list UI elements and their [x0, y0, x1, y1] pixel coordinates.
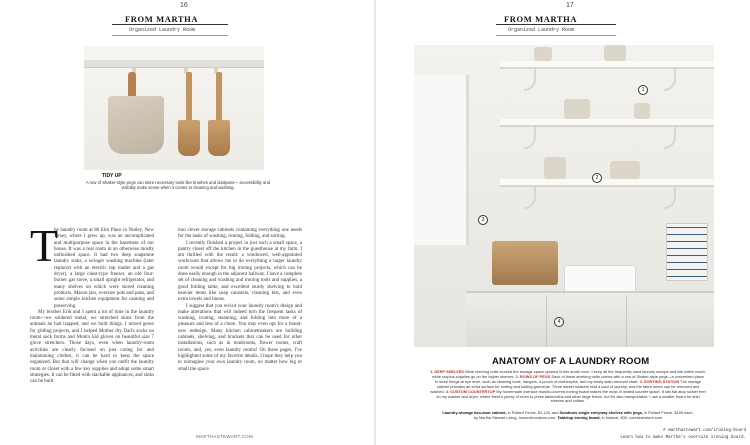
- header-rule-bottom: [112, 35, 228, 36]
- storage-jar: [610, 161, 640, 179]
- body-paragraph: I recently finished a project in just such a small space, a pantry closet off the kitchen in the guesthouse at my farm. I am thrilled with the result: a windowed, well-appointed workroom that allows me to do everything a larger laundry room would except for big ironing projects, which can be done easily enough in the adjacent hallway. I have a complete set of cleaning and washing and ironing tools and supplies, a good folding table, and excellent sturdy shelving to hold heavier items like soap canisters, cleaning kits, and even extra towels and linens.: [178, 240, 302, 303]
- credit-text: by Martha Stewart Living, homedecorators.com.: [473, 414, 558, 420]
- credit-text: in Pollard Fence, $189 each,: [643, 410, 694, 415]
- item-text: Each of these shelving units comes with a row of Shaker-style pegs—a convenient place to store things at eye level, such as cleaning tools, hangers, a pouch of clothespins, and my trusty stain-removal chart.: [434, 373, 704, 384]
- header-rule: [112, 24, 228, 25]
- social-caption: Learn how to make Martha's oversize ironing board.: [620, 436, 746, 440]
- right-page: [376, 0, 750, 445]
- item-label: 3. SORTING STATION: [639, 378, 680, 384]
- storage-jar: [604, 45, 626, 61]
- section-subtitle: Organized Laundry Room: [129, 27, 196, 33]
- body-paragraph: I suggest that you revisit your laundry room's design and make alterations that will indeed turn the frequent tasks of washing, ironing, steaming, and folding into more of a pleasure and less of a chore. You may even opt for a brand-new redesign. Many kitchen cabinetmakers are building cabinets, shelving, and brackets that can be used for other installations, such as in mudrooms, flower rooms, craft rooms, and, yes, even laundry rooms! On these pages, I've highlighted some of my favorite details. I hope they help you to reimagine your own laundry room, no matter how big or small the space.: [178, 303, 302, 372]
- storage-jar: [544, 157, 566, 179]
- item-label: 2. ROWS OF PEGS: [515, 373, 551, 379]
- product-credits: [430, 411, 706, 421]
- wicker-basket: [492, 241, 558, 285]
- section-subtitle: Organized Laundry Room: [508, 27, 575, 33]
- peg-rail: [84, 60, 264, 68]
- credit-bold: Solutions single entryway shelves with pegs,: [559, 410, 644, 415]
- callout-badge: 4: [554, 317, 564, 327]
- social-link[interactable]: # marthastewart.com/ironing-board: [663, 429, 746, 433]
- body-column-2: [178, 228, 302, 373]
- left-page: [0, 0, 374, 445]
- item-text: Wide shelving units exceed the storage space upward in this small room. I keep all the frequently used laundry scoops and kits within reach, while surplus supplies go on the higher shelves.: [432, 369, 706, 379]
- page-number: 16: [180, 2, 188, 9]
- caption-title: TIDY UP: [102, 173, 122, 179]
- drop-cap: T: [30, 220, 59, 271]
- page-number: 17: [566, 2, 574, 9]
- anatomy-description: [430, 370, 706, 404]
- brush: [178, 120, 200, 156]
- callout-badge: 1: [638, 85, 648, 95]
- credit-text: in Pollard Fence, $1,125, and: [506, 410, 560, 415]
- window: [414, 75, 469, 245]
- credit-bold: Laundry-storage two-door cabinet,: [442, 410, 507, 415]
- brush-handle: [186, 72, 192, 124]
- section-kicker: FROM MARTHA: [125, 14, 199, 24]
- section-kicker: FROM MARTHA: [504, 14, 578, 24]
- item-text: My homemade oversize muslin-covered ironing board makes the most of limited counter space. It sits flat atop rubber feet on my washer and dryer, where there's plenty of room to press tablecloths and other large linens, but it's also transportable. I use a smaller board for shirt sleeves and collars.: [436, 388, 706, 404]
- brush-handle: [216, 72, 222, 124]
- dustpan: [108, 96, 164, 154]
- body-column-1: [30, 220, 154, 385]
- cabinet-door-line: [546, 295, 547, 347]
- header-rule: [496, 24, 616, 25]
- body-paragraph: My brother Erik and I spent a lot of time in the laundry room—we soldered metal, we stretched skins from the animals he had trapped, and we built things. I mixed gesso for gilding projects, and I helped Mother dry Dad's socks on metal sock forms and Mom's kid gloves on beautiful size 7 glove stretchers. Those days, even when laundry-room activities are clearly focused on just caring for and maintaining clothes, it can be hard to keep the space organized. But that will change when you outfit the laundry room or closet with a few key supplies and adopt some smart strategies. It can be fitted with stackable appliances, and sinks can be built: [30, 309, 154, 385]
- storage-jar: [564, 99, 590, 119]
- laundry-room-photo: [414, 45, 714, 347]
- cabinet: [466, 291, 714, 347]
- cabinet-door-line: [626, 295, 627, 347]
- header-rule-bottom: [496, 35, 616, 36]
- tidy-up-photo: [84, 46, 264, 170]
- storage-jar: [534, 47, 552, 61]
- hanging-towel: [666, 223, 708, 281]
- callout-badge: 3: [478, 215, 488, 225]
- body-paragraph: he laundry room at 86 Elm Place in Nutley, New Jersey, where I grew up, was an uncomplicated and multipurpose space in the basement of our house. It was a real room in an otherwise mostly unfinished space. It had two deep soapstone laundry sinks, a wringer washing machine (later replaced with an electric top loader and a gas dryer), a large chest-type freezer, an old four-burner gas stove, a small upright refrigerator, and many shelves on which were stored cleaning products, Mason jars, oversize pots and pans, and some simple kitchen equipment for canning and preserving.: [54, 228, 154, 309]
- item-label: 4. CUSTOM COUNTERTOP: [445, 388, 496, 394]
- credit-bold: Tabletop ironing board,: [557, 414, 601, 420]
- caption-text: A row of Shaker-style pegs can store necessary tools like brushes and dustpans— accessibility and visibility make sense when it comes to cleaning and washing.: [85, 180, 271, 190]
- footer-url: MARTHASTEWART.COM: [196, 434, 254, 439]
- brush: [208, 120, 230, 156]
- anatomy-title: ANATOMY OF A LAUNDRY ROOM: [492, 356, 650, 367]
- storage-jar: [634, 103, 650, 119]
- sink: [564, 265, 636, 293]
- callout-badge: 2: [592, 173, 602, 183]
- credit-text: in Natural, $30, containerstore.com: [600, 414, 663, 420]
- body-paragraph: into clever storage cabinets containing everything one needs for the tasks of washing, ironing, folding, and sorting.: [178, 228, 302, 240]
- item-label: 1. DEEP SHELVES: [430, 369, 464, 374]
- item-text: The storage cabinet provides an extra surface for sorting and folding garments. Three wicker baskets hold a load of laundry, and the fabric liners can be removed and washed.: [430, 378, 702, 394]
